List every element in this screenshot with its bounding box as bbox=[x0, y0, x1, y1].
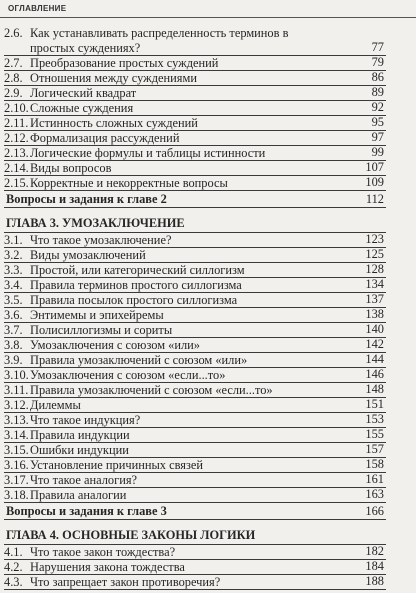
toc-entry-title: Простой, или категорический силлогизм bbox=[30, 263, 245, 277]
toc-entry-page: 137 bbox=[365, 292, 384, 306]
toc-entry[interactable] bbox=[4, 458, 386, 473]
toc-entry-title: Установление причинных связей bbox=[30, 458, 204, 472]
toc-entry-page: 138 bbox=[365, 307, 384, 321]
toc-entry[interactable] bbox=[4, 146, 386, 161]
toc-entry-title: Что такое закон тождества? bbox=[30, 545, 176, 559]
toc-entry[interactable] bbox=[4, 308, 386, 323]
toc-entry[interactable] bbox=[4, 86, 386, 101]
toc-entry-number: 3.13. bbox=[4, 413, 29, 427]
toc-entry[interactable] bbox=[4, 353, 386, 368]
toc-entry-title: Умозаключения с союзом «если...то» bbox=[30, 368, 226, 382]
toc-entry-title: Что запрещает закон противоречия? bbox=[30, 575, 221, 589]
toc-entry-page: 128 bbox=[365, 262, 384, 276]
toc-entry-page: 157 bbox=[365, 442, 384, 456]
toc-entry-number: 2.7. bbox=[4, 56, 23, 70]
toc-entry-title: Как устанавливать распределенность терминов в простых суждениях? bbox=[30, 26, 289, 55]
toc-entry-page: 99 bbox=[371, 145, 384, 159]
toc-entry[interactable] bbox=[4, 176, 386, 191]
toc-entry[interactable] bbox=[4, 101, 386, 116]
toc-entry-page: 125 bbox=[365, 247, 384, 261]
toc-entry-number: 3.7. bbox=[4, 323, 23, 337]
toc-entry-number: 3.4. bbox=[4, 278, 23, 292]
toc-entry-title: Что такое аналогия? bbox=[30, 473, 138, 487]
toc-entry-number: 3.1. bbox=[4, 233, 23, 247]
toc-entry-title: Виды вопросов bbox=[30, 161, 112, 175]
toc-entry-title: Энтимемы и эпихейремы bbox=[30, 308, 164, 322]
questions-chapter-2[interactable] bbox=[4, 191, 386, 208]
questions-chapter-3[interactable] bbox=[4, 503, 386, 520]
toc-entry[interactable] bbox=[4, 248, 386, 263]
toc-entry-number: 4.3. bbox=[4, 575, 23, 589]
toc-entry[interactable] bbox=[4, 443, 386, 458]
toc-entry-number: 3.6. bbox=[4, 308, 23, 322]
toc-entry-page: 77 bbox=[371, 40, 384, 54]
toc-entry-page: 142 bbox=[365, 337, 384, 351]
toc-entry[interactable] bbox=[4, 131, 386, 146]
toc-entry-title: Формализация рассуждений bbox=[30, 131, 180, 145]
toc-entry-title: Правила индукции bbox=[30, 428, 130, 442]
toc-entry-number: 3.8. bbox=[4, 338, 23, 352]
toc-entry-page: 161 bbox=[365, 472, 384, 486]
running-header: ОГЛАВЛЕНИЕ bbox=[8, 4, 67, 13]
toc-entry-number: 2.9. bbox=[4, 86, 23, 100]
questions-chapter-2-page: 112 bbox=[365, 192, 384, 206]
toc-entry-number: 3.16. bbox=[4, 458, 29, 472]
toc-entry-title: Преобразование простых суждений bbox=[30, 56, 219, 70]
toc-entry[interactable] bbox=[4, 368, 386, 383]
toc-entry[interactable] bbox=[4, 383, 386, 398]
toc-entry-page: 158 bbox=[365, 457, 384, 471]
toc-entry-title: Виды умозаключений bbox=[30, 248, 146, 262]
toc-entry-title: Что такое умозаключение? bbox=[30, 233, 172, 247]
toc-entry-number: 3.11. bbox=[4, 383, 29, 397]
toc-entry-number: 3.18. bbox=[4, 488, 29, 502]
toc-entry-title: Правила умозаключений с союзом «или» bbox=[30, 353, 248, 367]
chapter-4-heading[interactable]: ГЛАВА 4. ОСНОВНЫЕ ЗАКОНЫ ЛОГИКИ bbox=[4, 528, 386, 545]
chapter-2-list bbox=[0, 26, 416, 191]
toc-entry-number: 2.15. bbox=[4, 176, 29, 190]
toc-entry-page: 140 bbox=[365, 322, 384, 336]
toc-entry-page: 123 bbox=[365, 232, 384, 246]
header-rule bbox=[0, 17, 416, 18]
toc-entry-number: 2.12. bbox=[4, 131, 29, 145]
toc-entry[interactable] bbox=[4, 428, 386, 443]
questions-chapter-3-page: 166 bbox=[365, 504, 384, 518]
toc-entry-page: 97 bbox=[371, 130, 384, 144]
toc-entry[interactable] bbox=[4, 116, 386, 131]
toc-entry-number: 2.10. bbox=[4, 101, 29, 115]
toc-entry-number: 2.11. bbox=[4, 116, 29, 130]
toc-entry-title: Что такое индукция? bbox=[30, 413, 141, 427]
toc-entry-page: 95 bbox=[371, 115, 384, 129]
table-of-contents bbox=[0, 26, 416, 590]
toc-entry[interactable] bbox=[4, 413, 386, 428]
toc-entry[interactable] bbox=[4, 278, 386, 293]
toc-entry-number: 3.2. bbox=[4, 248, 23, 262]
toc-entry-number: 3.10. bbox=[4, 368, 29, 382]
toc-entry[interactable] bbox=[4, 26, 386, 56]
toc-entry-page: 151 bbox=[365, 397, 384, 411]
toc-entry[interactable] bbox=[4, 575, 386, 590]
toc-entry[interactable] bbox=[4, 161, 386, 176]
toc-entry-title: Правила аналогии bbox=[30, 488, 127, 502]
toc-entry-title: Дилеммы bbox=[30, 398, 81, 412]
toc-entry-page: 89 bbox=[371, 85, 384, 99]
toc-entry[interactable] bbox=[4, 71, 386, 86]
toc-entry-title: Сложные суждения bbox=[30, 101, 134, 115]
toc-entry-title: Логические формулы и таблицы истинности bbox=[30, 146, 266, 160]
toc-entry-number: 3.12. bbox=[4, 398, 29, 412]
toc-entry[interactable] bbox=[4, 293, 386, 308]
toc-entry-title: Логический квадрат bbox=[30, 86, 137, 100]
toc-entry-number: 2.6. bbox=[4, 26, 23, 40]
toc-entry-page: 182 bbox=[365, 544, 384, 558]
toc-entry-number: 4.2. bbox=[4, 560, 23, 574]
toc-entry-page: 86 bbox=[371, 70, 384, 84]
toc-entry-page: 107 bbox=[365, 160, 384, 174]
toc-entry-number: 3.15. bbox=[4, 443, 29, 457]
toc-entry[interactable] bbox=[4, 323, 386, 338]
toc-entry-title: Правила посылок простого силлогизма bbox=[30, 293, 238, 307]
toc-entry-page: 155 bbox=[365, 427, 384, 441]
toc-entry-title: Правила терминов простого силлогизма bbox=[30, 278, 242, 292]
toc-entry-page: 109 bbox=[365, 175, 384, 189]
toc-entry-number: 3.14. bbox=[4, 428, 29, 442]
toc-entry[interactable] bbox=[4, 560, 386, 575]
toc-entry-title: Корректные и некорректные вопросы bbox=[30, 176, 228, 190]
toc-entry-number: 2.13. bbox=[4, 146, 29, 160]
toc-entry[interactable] bbox=[4, 473, 386, 488]
toc-entry-number: 3.5. bbox=[4, 293, 23, 307]
toc-entry-title: Отношения между суждениями bbox=[30, 71, 197, 85]
toc-entry-page: 134 bbox=[365, 277, 384, 291]
toc-entry-number: 3.17. bbox=[4, 473, 29, 487]
toc-entry-title: Правила умозаключений с союзом «если...то» bbox=[30, 383, 273, 397]
toc-entry-title: Истинность сложных суждений bbox=[30, 116, 198, 130]
toc-entry-number: 2.8. bbox=[4, 71, 23, 85]
toc-entry-page: 79 bbox=[371, 55, 384, 69]
toc-entry-title: Полисиллогизмы и сориты bbox=[30, 323, 173, 337]
toc-entry-number: 3.9. bbox=[4, 353, 23, 367]
toc-entry-title: Умозаключения с союзом «или» bbox=[30, 338, 200, 352]
toc-entry-page: 148 bbox=[365, 382, 384, 396]
toc-entry-page: 92 bbox=[371, 100, 384, 114]
toc-entry-page: 144 bbox=[365, 352, 384, 366]
toc-entry-number: 2.14. bbox=[4, 161, 29, 175]
toc-entry[interactable] bbox=[4, 338, 386, 353]
chapter-3-list bbox=[0, 233, 416, 503]
toc-entry[interactable] bbox=[4, 488, 386, 503]
toc-entry-title: Нарушения закона тождества bbox=[30, 560, 185, 574]
questions-chapter-2-label: Вопросы и задания к главе 2 bbox=[6, 192, 167, 206]
toc-entry-page: 146 bbox=[365, 367, 384, 381]
toc-entry[interactable] bbox=[4, 56, 386, 71]
chapter-4-list bbox=[0, 545, 416, 590]
toc-entry[interactable] bbox=[4, 545, 386, 560]
toc-entry-page: 163 bbox=[365, 487, 384, 501]
chapter-3-heading[interactable]: ГЛАВА 3. УМОЗАКЛЮЧЕНИЕ bbox=[4, 216, 386, 233]
toc-entry-page: 184 bbox=[365, 559, 384, 573]
toc-entry-number: 4.1. bbox=[4, 545, 23, 559]
toc-entry-title: Ошибки индукции bbox=[30, 443, 129, 457]
toc-entry-page: 188 bbox=[365, 574, 384, 588]
toc-entry[interactable] bbox=[4, 233, 386, 248]
toc-entry-page: 153 bbox=[365, 412, 384, 426]
toc-entry[interactable] bbox=[4, 263, 386, 278]
questions-chapter-3-label: Вопросы и задания к главе 3 bbox=[6, 504, 167, 518]
toc-entry[interactable] bbox=[4, 398, 386, 413]
toc-entry-number: 3.3. bbox=[4, 263, 23, 277]
